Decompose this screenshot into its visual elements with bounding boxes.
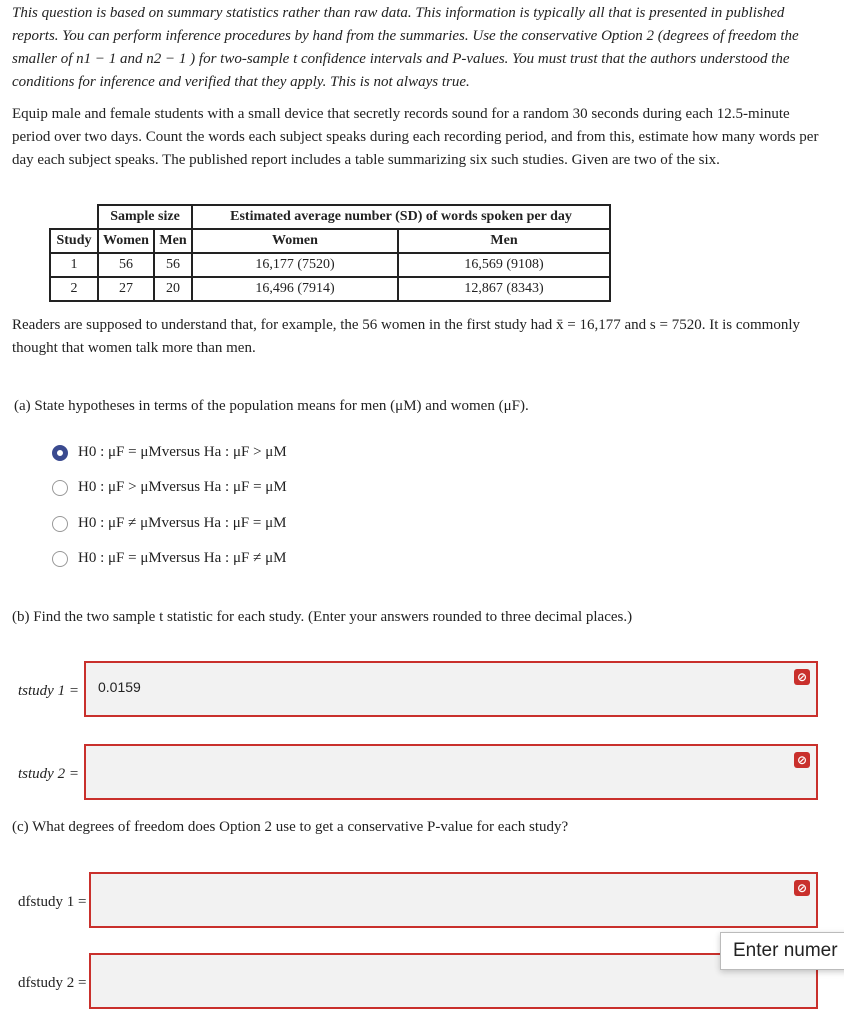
table-header-men-avg: Men bbox=[398, 229, 610, 253]
table-cell: 56 bbox=[98, 253, 154, 277]
df-study2-label: dfstudy 2 = bbox=[18, 975, 87, 991]
hypothesis-option-3[interactable] bbox=[52, 515, 286, 532]
part-c-question: (c) What degrees of freedom does Option 2 use to get a conservative P-value for each study? bbox=[12, 819, 569, 835]
t-study2-label: tstudy 2 = bbox=[18, 766, 79, 782]
t-study2-input[interactable] bbox=[84, 744, 818, 800]
hypothesis-option-1[interactable] bbox=[52, 444, 287, 461]
df-study1-input[interactable] bbox=[89, 872, 818, 928]
intro-text: This question is based on summary statistics rather than raw data. This information is typically all that is presented in published reports. You can perform inference procedures by hand from the summaries. Use the conservative Option 2 (degrees of freedom the smaller of n1 − 1 and n2 − 1 ) for two-sample t confidence intervals and P-values. You must trust that the authors understood the conditions for inference and verified that they apply. This is not always true. bbox=[12, 5, 799, 90]
hypothesis-option-2[interactable] bbox=[52, 479, 287, 496]
t-study1-value: 0.0159 bbox=[98, 679, 141, 695]
table-cell: 56 bbox=[154, 253, 192, 277]
table-cell: 27 bbox=[98, 277, 154, 301]
error-icon: ⊘ bbox=[794, 669, 810, 685]
table-blank-cell bbox=[50, 205, 98, 229]
table-cell: 12,867 (8343) bbox=[398, 277, 610, 301]
radio-icon[interactable] bbox=[52, 551, 68, 567]
input-tooltip: Enter numer bbox=[720, 932, 844, 970]
radio-icon[interactable] bbox=[52, 516, 68, 532]
table-group-estimate: Estimated average number (SD) of words spoken per day bbox=[192, 205, 610, 229]
table-row bbox=[50, 277, 610, 301]
t-study1-input[interactable] bbox=[84, 661, 818, 717]
option-label: H0 : μF = μMversus Ha : μF ≠ μM bbox=[78, 550, 287, 566]
table-cell: 16,496 (7914) bbox=[192, 277, 398, 301]
t-study1-label: tstudy 1 = bbox=[18, 683, 79, 699]
radio-icon[interactable] bbox=[52, 480, 68, 496]
option-label: H0 : μF > μMversus Ha : μF = μM bbox=[78, 479, 287, 495]
table-cell: 16,569 (9108) bbox=[398, 253, 610, 277]
df-study1-label: dfstudy 1 = bbox=[18, 894, 87, 910]
table-header-women-avg: Women bbox=[192, 229, 398, 253]
part-b-question: (b) Find the two sample t statistic for each study. (Enter your answers rounded to three decimal places.) bbox=[12, 609, 633, 625]
error-icon: ⊘ bbox=[794, 752, 810, 768]
problem-text: Equip male and female students with a small device that secretly records sound for a random 30 seconds during each 12.5-minute period over two days. Count the words each subject speaks during each recording period, and from this, estimate how many words per day each subject speaks. The published report includes a table summarizing six such studies. Given are two of the six. bbox=[12, 106, 819, 168]
after-table-text: Readers are supposed to understand that, for example, the 56 women in the first study had x̄ = 16,177 and s = 7520. It is commonly thought that women talk more than men. bbox=[12, 317, 801, 356]
hypothesis-option-4[interactable] bbox=[52, 550, 286, 567]
table-cell: 16,177 (7520) bbox=[192, 253, 398, 277]
table-row bbox=[50, 253, 610, 277]
radio-selected-icon[interactable] bbox=[52, 445, 68, 461]
part-a-question: (a) State hypotheses in terms of the population means for men (μM) and women (μF). bbox=[14, 398, 529, 414]
table-cell: 1 bbox=[50, 253, 98, 277]
df-study2-input[interactable] bbox=[89, 953, 818, 1009]
table-cell: 2 bbox=[50, 277, 98, 301]
option-label: H0 : μF ≠ μMversus Ha : μF = μM bbox=[78, 515, 287, 531]
table-group-sample: Sample size bbox=[98, 205, 192, 229]
option-label: H0 : μF = μMversus Ha : μF > μM bbox=[78, 444, 287, 460]
table-cell: 20 bbox=[154, 277, 192, 301]
table-header-men-n: Men bbox=[154, 229, 192, 253]
table-header-study: Study bbox=[50, 229, 98, 253]
summary-table bbox=[49, 204, 611, 302]
table-header-women-n: Women bbox=[98, 229, 154, 253]
error-icon: ⊘ bbox=[794, 880, 810, 896]
